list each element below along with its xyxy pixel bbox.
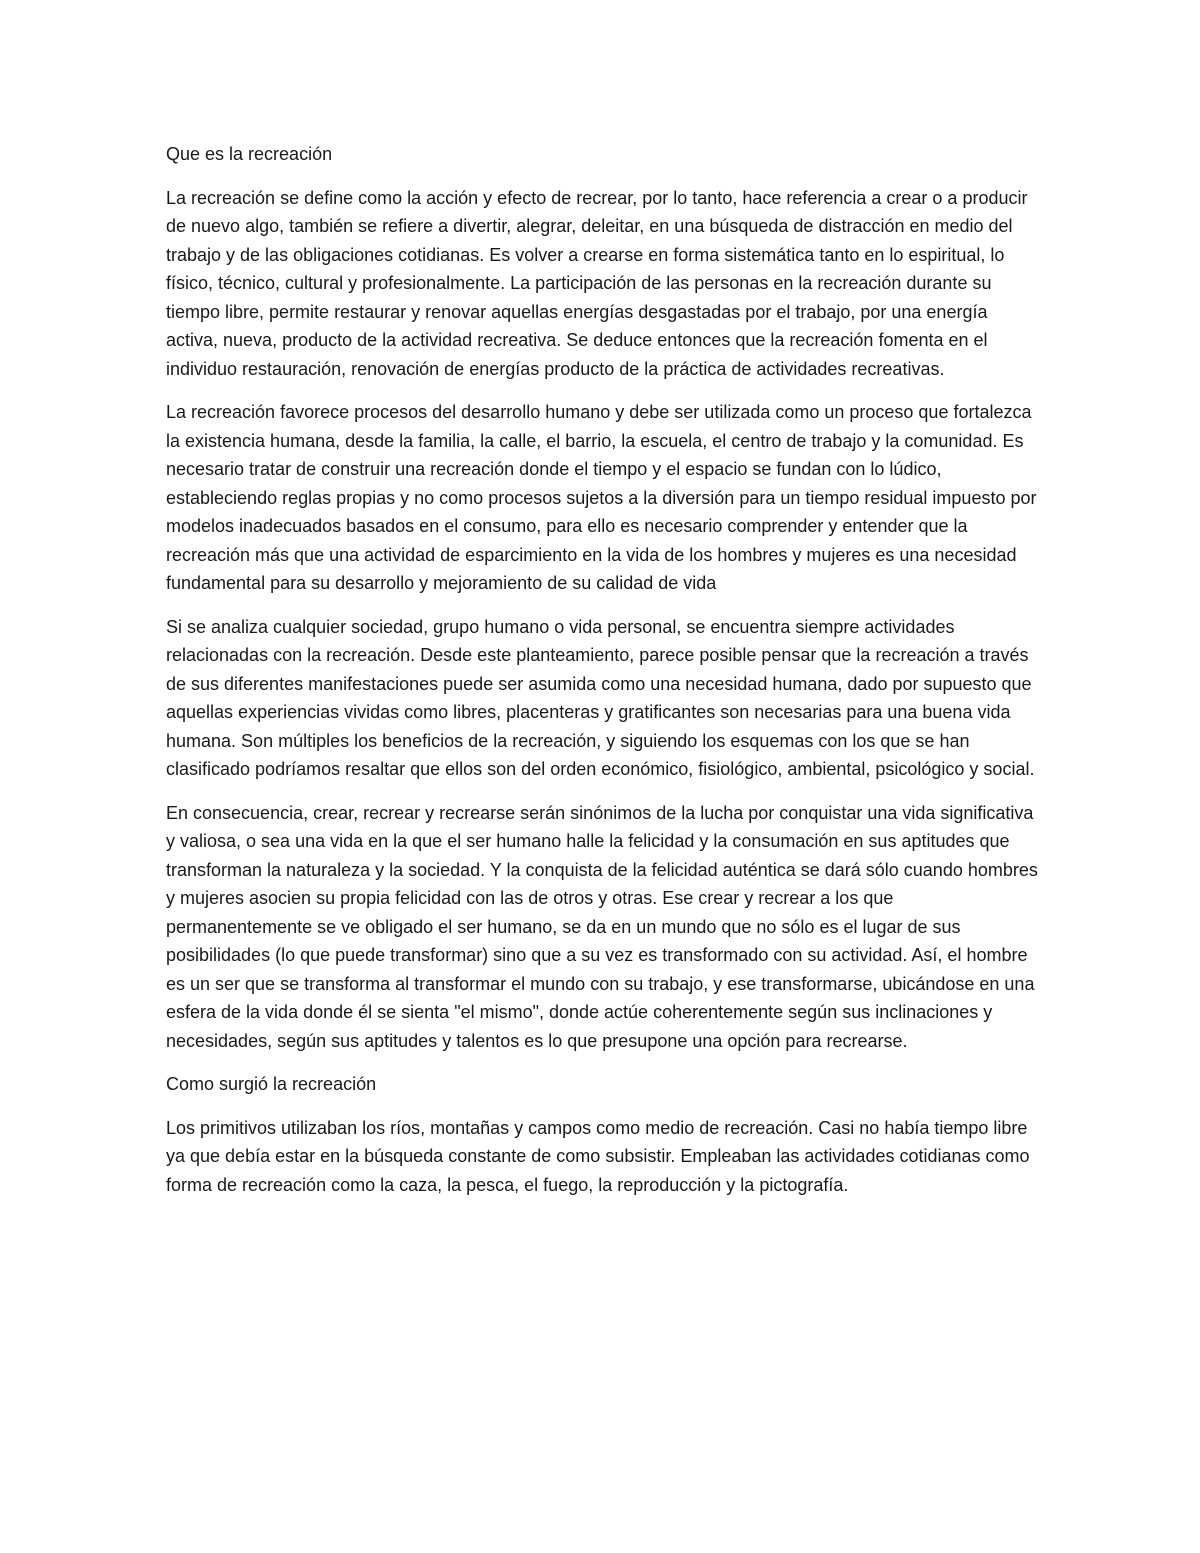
paragraph-desarrollo-humano: La recreación favorece procesos del desarrollo humano y debe ser utilizada como un proceso que fortalezca la existencia humana, desde la familia, la calle, el barrio, la escuela, el centro de trabajo y la comunidad. Es necesario tratar de construir una recreación donde el tiempo y el espacio se fundan con lo lúdico, estableciendo reglas propias y no como procesos sujetos a la diversión para un tiempo residual impuesto por modelos inadecuados basados en el consumo, para ello es necesario comprender y entender que la recreación más que una actividad de esparcimiento en la vida de los hombres y mujeres es una necesidad fundamental para su desarrollo y mejoramiento de su calidad de vida [166,402,1037,593]
section-heading-como-surgio: Como surgió la recreación [166,1074,377,1094]
paragraph-necesidad-humana: Si se analiza cualquier sociedad, grupo humano o vida personal, se encuentra siempre actividades relacionadas con la recreación. Desde este planteamiento, parece posible pensar que la recreación a través de sus diferentes manifestaciones puede ser asumida como una necesidad humana, dado por supuesto que aquellas experiencias vividas como libres, placenteras y gratificantes son necesarias para una buena vida humana. Son múltiples los beneficios de la recreación, y siguiendo los esquemas con los que se han clasificado podríamos resaltar que ellos son del orden económico, fisiológico, ambiental, psicológico y social. [166,616,1035,779]
document-page [166,140,1041,1214]
paragraph-definition: La recreación se define como la acción y efecto de recrear, por lo tanto, hace referencia a crear o a producir de nuevo algo, también se refiere a divertir, alegrar, deleitar, en una búsqueda de distracción en medio del trabajo y de las obligaciones cotidianas. Es volver a crearse en forma sistemática tanto en lo espiritual, lo físico, técnico, cultural y profesionalmente. La participación de las personas en la recreación durante su tiempo libre, permite restaurar y renovar aquellas energías desgastadas por el trabajo, por una energía activa, nueva, producto de la actividad recreativa. Se deduce entonces que la recreación fomenta en el individuo restauración, renovación de energías producto de la práctica de actividades recreativas. [166,187,1028,379]
section-heading-que-es: Que es la recreación [166,144,333,164]
paragraph-primitivos: Los primitivos utilizaban los ríos, montañas y campos como medio de recreación. Casi no había tiempo libre ya que debía estar en la búsqueda constante de como subsistir. Empleaban las actividades cotidianas como forma de recreación como la caza, la pesca, el fuego, la reproducción y la pictografía. [166,1117,1030,1195]
paragraph-consecuencia: En consecuencia, crear, recrear y recrearse serán sinónimos de la lucha por conquistar una vida significativa y valiosa, o sea una vida en la que el ser humano halle la felicidad y la consumación en sus aptitudes que transforman la naturaleza y la sociedad. Y la conquista de la felicidad auténtica se dará sólo cuando hombres y mujeres asocien su propia felicidad con las de otros y otras. Ese crear y recrear a los que permanentemente se ve obligado el ser humano, se da en un mundo que no sólo es el lugar de sus posibilidades (lo que puede transformar) sino que a su vez es transformado con su actividad. Así, el hombre es un ser que se transforma al transformar el mundo con su trabajo, y ese transformarse, ubicándose en una esfera de la vida donde él se sienta "el mismo", donde actúe coherentemente según sus inclinaciones y necesidades, según sus aptitudes y talentos es lo que presupone una opción para recrearse. [166,802,1038,1051]
